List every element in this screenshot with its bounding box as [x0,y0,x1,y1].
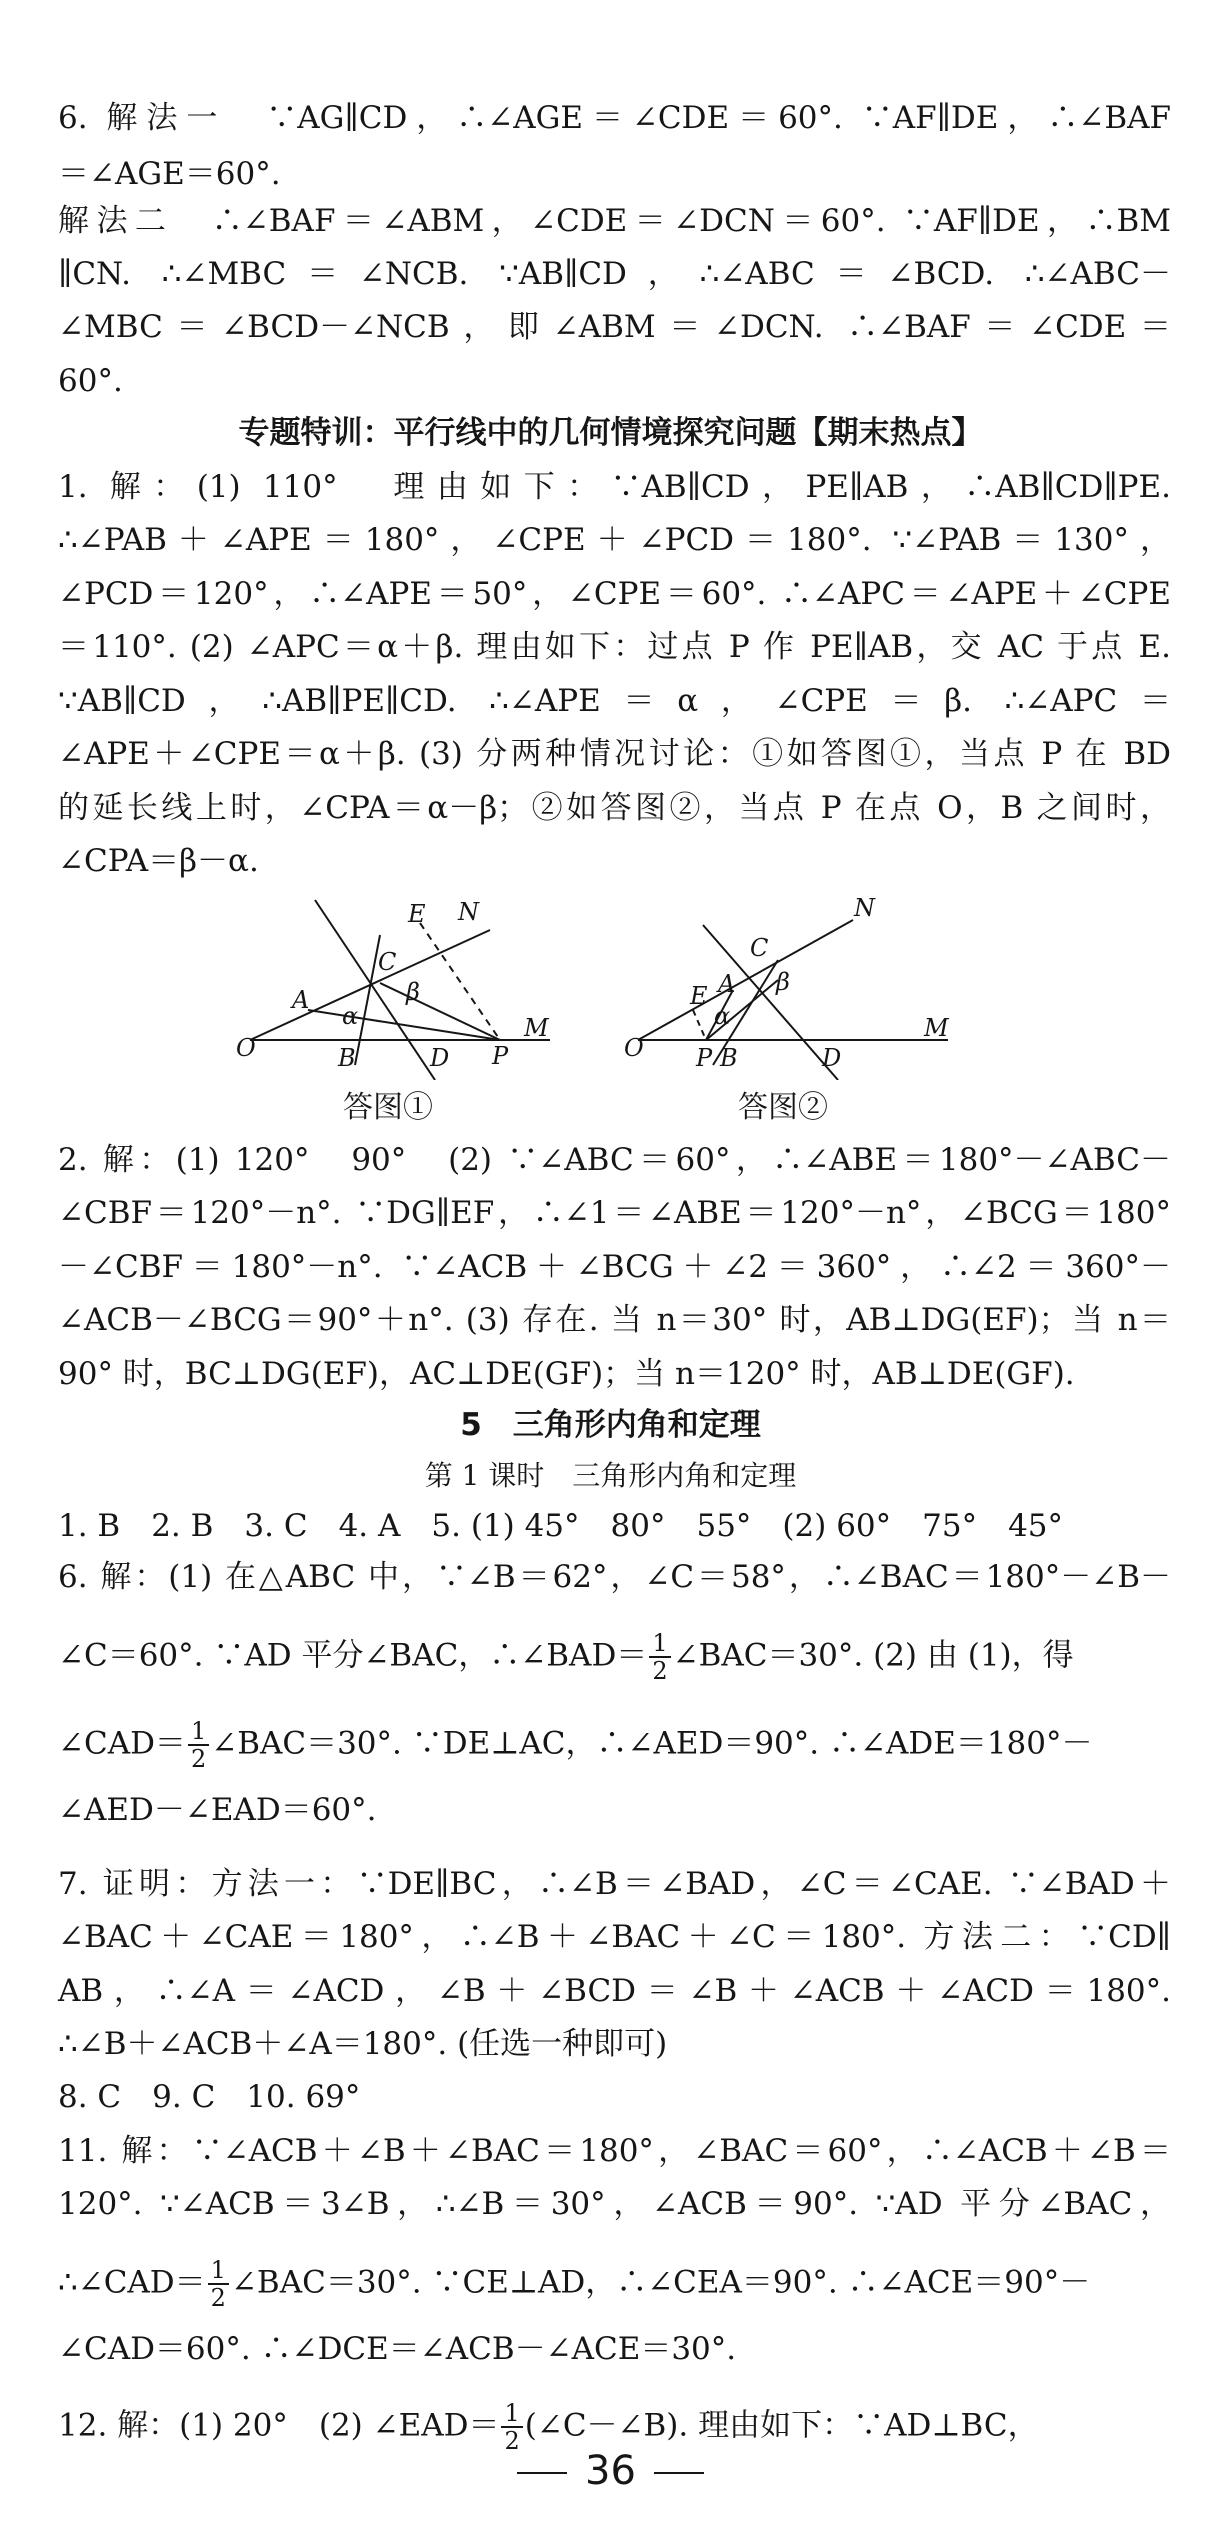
text-line: ∵AB∥CD，∴AB∥PE∥CD. ∴∠APE＝α，∠CPE＝β. ∴∠APC＝ [58,683,1171,719]
page-number-row [0,2448,1221,2494]
text-segment: ∠C＝60°. ∵AD 平分∠BAC，∴∠BAD＝ [58,1637,648,1674]
text-line: 90° 时，BC⊥DG(EF)，AC⊥DE(GF)；当 n＝120° 时，AB⊥DE(GF). [58,1356,1075,1392]
text-line: 6. 解法一 ∵AG∥CD，∴∠AGE＝∠CDE＝60°. ∵AF∥DE，∴∠BAF [58,100,1171,136]
text-line: 1. 解：(1) 110° 理由如下：∵AB∥CD，PE∥AB，∴AB∥CD∥PE. [58,469,1171,505]
text-line: 7. 证明：方法一：∵DE∥BC，∴∠B＝∠BAD，∠C＝∠CAE. ∵∠BAD＋ [58,1866,1171,1902]
text-line: ∠ACB－∠BCG＝90°＋n°. (3) 存在. 当 n＝30° 时，AB⊥DG(EF)；当 n＝ [58,1302,1171,1338]
text-line-with-fraction [58,2400,1171,2454]
text-segment: ∠BAC＝30°. (2) 由 (1)，得 [672,1637,1074,1674]
text-line: 解法二 ∴∠BAF＝∠ABM，∠CDE＝∠DCN＝60°. ∵AF∥DE，∴BM [58,203,1171,239]
text-line: －∠CBF＝180°－n°. ∵∠ACB＋∠BCG＋∠2＝360°，∴∠2＝360°－ [58,1249,1171,1285]
text-line: AB，∴∠A＝∠ACD，∠B＋∠BCD＝∠B＋∠ACB＋∠ACD＝180°. [58,1973,1171,2009]
text-line: ∠CPA＝β－α. [58,843,259,879]
fraction [208,2257,229,2311]
label-E: E [408,900,426,928]
label-M: M [924,1014,949,1042]
text-line: 120°. ∵∠ACB＝3∠B，∴∠B＝30°，∠ACB＝90°. ∵AD 平分∠BAC， [58,2186,1171,2222]
fraction-denominator: 2 [652,1657,668,1685]
fraction-denominator: 2 [210,2284,226,2312]
text-line: ∠MBC＝∠BCD－∠NCB，即∠ABM＝∠DCN. ∴∠BAF＝∠CDE＝ [58,309,1171,345]
text-line-with-fraction [58,1630,1171,1684]
figure-1-diagram [230,890,580,1080]
label-D: D [430,1044,450,1072]
text-line: 60°. [58,363,123,399]
text-line: ∠CBF＝120°－n°. ∵DG∥EF，∴∠1＝∠ABE＝120°－n°，∠BCG＝180° [58,1195,1171,1231]
text-segment: ∠BAC＝30°. ∵CE⊥AD，∴∠CEA＝90°. ∴∠ACE＝90°－ [230,2264,1091,2301]
label-A: A [718,970,736,998]
text-line: 11. 解：∵∠ACB＋∠B＋∠BAC＝180°，∠BAC＝60°，∴∠ACB＋∠B＝ [58,2133,1171,2169]
label-B: B [720,1044,738,1072]
text-line: ∥CN. ∴∠MBC＝∠NCB. ∵AB∥CD，∴∠ABC＝∠BCD. ∴∠ABC－ [58,256,1171,292]
text-segment: 12. 解：(1) 20° (2) ∠EAD＝ [58,2407,500,2444]
label-N: N [458,898,479,926]
text-line: 2. 解：(1) 120° 90° (2) ∵∠ABC＝60°，∴∠ABE＝180°－∠ABC－ [58,1142,1171,1178]
text-line: ∠PCD＝120°，∴∠APE＝50°，∠CPE＝60°. ∴∠APC＝∠APE＋∠CPE [58,576,1171,612]
lesson-title: 第 1 课时 三角形内角和定理 [424,1459,797,1492]
text-line: ∠CAD＝60°. ∴∠DCE＝∠ACB－∠ACE＝30°. [58,2331,737,2367]
text-line: ＝∠AGE＝60°. [58,156,281,192]
label-O: O [236,1034,256,1062]
text-line: 的延长线上时，∠CPA＝α－β；②如答图②，当点 P 在点 O，B 之间时， [58,790,1171,826]
text-segment: ∴∠CAD＝ [58,2264,206,2301]
section-heading: 专题特训：平行线中的几何情境探究问题【期末热点】 [238,415,983,451]
label-beta: β [406,978,420,1006]
label-C: C [378,948,397,976]
fraction-denominator: 2 [504,2427,520,2455]
fraction-numerator: 1 [501,2400,522,2428]
label-C: C [750,934,769,962]
label-P: P [696,1044,713,1072]
fraction-numerator: 1 [208,2257,229,2285]
label-A: A [292,986,310,1014]
label-P: P [492,1042,509,1070]
dash-right [654,2472,704,2474]
text-segment: ∠BAC＝30°. ∵DE⊥AC，∴∠AED＝90°. ∴∠ADE＝180°－ [211,1725,1093,1762]
label-M: M [524,1014,549,1042]
text-line: 6. 解：(1) 在△ABC 中，∵∠B＝62°，∠C＝58°，∴∠BAC＝180°－∠B－ [58,1559,1171,1595]
page-number: 36 [585,2448,636,2494]
figure-2-diagram [618,890,978,1080]
text-line: ∠AED－∠EAD＝60°. [58,1792,377,1828]
fraction [188,1718,209,1772]
figure-2-caption: 答图② [738,1090,828,1125]
fraction-denominator: 2 [190,1745,207,1773]
fraction-numerator: 1 [188,1718,209,1746]
text-line: ∠BAC＋∠CAE＝180°，∴∠B＋∠BAC＋∠C＝180°. 方法二：∵CD∥ [58,1919,1171,1955]
label-alpha: α [714,1002,731,1030]
fraction [501,2400,522,2454]
label-beta: β [776,968,790,996]
text-segment: ∠CAD＝ [58,1725,186,1762]
text-line-with-fraction [58,1718,1171,1772]
fraction [649,1630,670,1684]
text-segment: (∠C－∠B). 理由如下：∵AD⊥BC， [524,2407,1039,2444]
text-line: ∴∠B＋∠ACB＋∠A＝180°. (任选一种即可) [58,2026,668,2062]
dash-left [517,2472,567,2474]
text-line: 1. B 2. B 3. C 4. A 5. (1) 45° 80° 55° (2) 60° 75° 45° [58,1508,1064,1544]
label-D: D [822,1044,842,1072]
label-E: E [690,982,708,1010]
text-line: ∴∠PAB＋∠APE＝180°，∠CPE＋∠PCD＝180°. ∵∠PAB＝130°， [58,522,1171,558]
text-line: ＝110°. (2) ∠APC＝α＋β. 理由如下：过点 P 作 PE∥AB，交 AC 于点 E. [58,629,1171,665]
label-N: N [854,894,875,922]
text-line-with-fraction [58,2257,1171,2311]
section-title: 5 三角形内角和定理 [460,1407,761,1443]
figure-1-caption: 答图① [343,1090,433,1125]
fraction-numerator: 1 [649,1630,670,1658]
label-B: B [338,1044,356,1072]
label-alpha: α [342,1002,359,1030]
text-line: ∠APE＋∠CPE＝α＋β. (3) 分两种情况讨论：①如答图①，当点 P 在 BD [58,736,1171,772]
label-O: O [624,1034,644,1062]
text-line: 8. C 9. C 10. 69° [58,2079,361,2115]
